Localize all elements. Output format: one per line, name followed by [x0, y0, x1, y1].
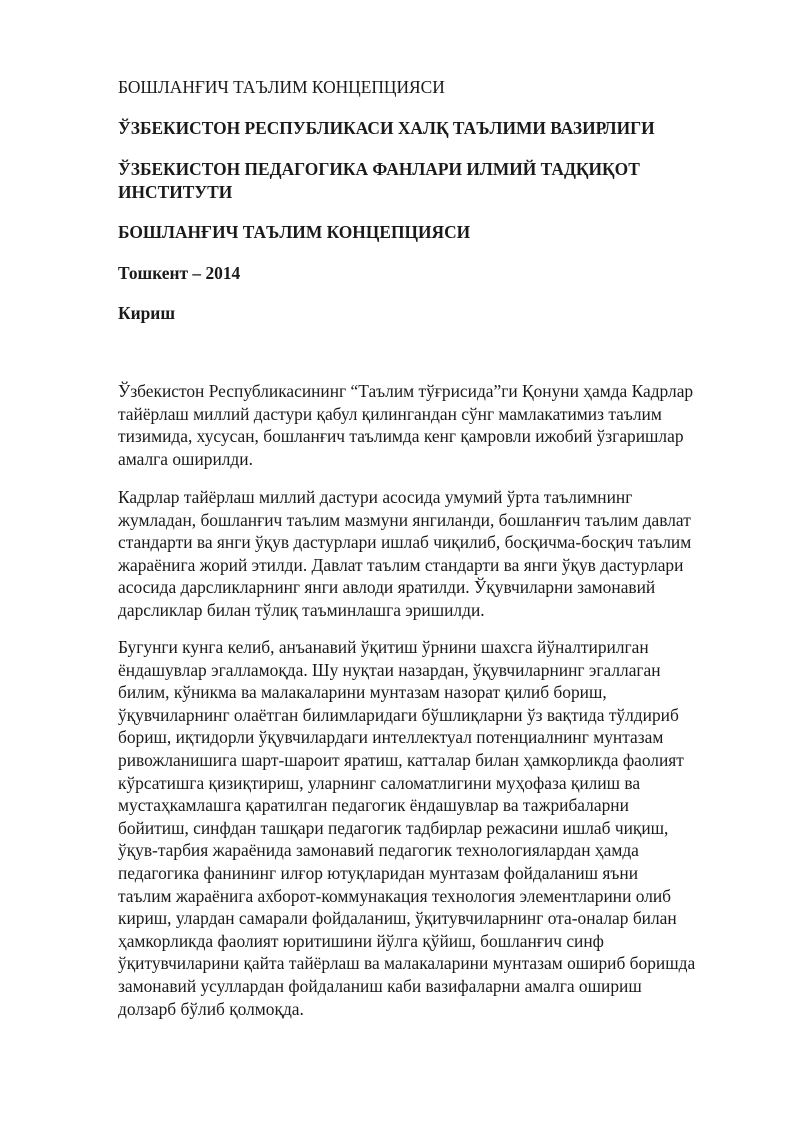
paragraph-line: стандарти ва янги ўқув дастурлари ишлаб чиқилиб, босқичма-босқич таълим — [118, 532, 692, 553]
institute-heading-line-2: ИНСТИТУТИ — [118, 182, 233, 202]
paragraph-line: амалга оширилди. — [118, 448, 253, 469]
section-heading: Кириш — [118, 303, 176, 323]
paragraph-line: мустаҳкамлашга қаратилган педагогик ёндашувлар ва тажрибаларни — [118, 795, 629, 816]
ministry-heading: ЎЗБЕКИСТОН РЕСПУБЛИКАСИ ХАЛҚ ТАЪЛИМИ ВАЗИРЛИГИ — [118, 118, 655, 138]
document-title: БОШЛАНҒИЧ ТАЪЛИМ КОНЦЕПЦИЯСИ — [118, 77, 445, 97]
paragraph-3 — [118, 636, 758, 1020]
paragraph-line: ривожланишига шарт-шароит яратиш, катталар билан ҳамкорликда фаолият — [118, 749, 684, 770]
paragraph-line: билим, кўникма ва малакаларини мунтазам назорат қилиб бориш, — [118, 682, 607, 703]
paragraph-1 — [118, 380, 758, 470]
paragraph-line: ўқитувчиларини қайта тайёрлаш ва малакаларини мунтазам ошириб боришда — [118, 953, 696, 974]
paragraph-line: таълим жараёнига ахборот-коммунакация технология элементларини олиб — [118, 885, 672, 906]
paragraph-line: долзарб бўлиб қолмоқда. — [118, 998, 304, 1019]
paragraph-line: тизимида, хусусан, бошланғич таълимда кенг қамровли ижобий ўзгаришлар — [118, 426, 684, 447]
paragraph-line: жараёнига жорий этилди. Давлат таълим стандарти ва янги ўқув дастурлари — [118, 554, 684, 575]
paragraph-line: Бугунги кунга келиб, анъанавий ўқитиш ўрнини шахсга йўналтирилган — [118, 637, 649, 657]
paragraph-line: бориш, иқтидорли ўқувчилардаги интеллектуал потенциалнинг мунтазам — [118, 727, 664, 748]
paragraph-line: ўқувчиларнинг олаётган билимларидаги бўшлиқларни ўз вақтида тўлдириб — [118, 704, 679, 725]
paragraph-line: замонавий усуллардан фойдаланиш каби вазифаларни амалга ошириш — [118, 975, 642, 996]
paragraph-line: асосида дарсликларнинг янги авлоди яратилди. Ўқувчиларни замонавий — [118, 577, 656, 598]
paragraph-line: ёндашувлар эгалламоқда. Шу нуқтаи назардан, ўқувчиларнинг эгаллаган — [118, 659, 661, 680]
paragraph-line: кириш, улардан самарали фойдаланиш, ўқитувчиларнинг ота-оналар билан — [118, 908, 677, 929]
paragraph-line: жумладан, бошланғич таълим мазмуни янгиланди, бошланғич таълим давлат — [118, 509, 691, 530]
paragraph-line: Кадрлар тайёрлаш миллий дастури асосида умумий ўрта таълимнинг — [118, 487, 633, 507]
paragraph-line: кўрсатишга қизиқтириш, уларнинг саломатлигини муҳофаза қилиш ва — [118, 772, 641, 793]
place-year: Тошкент – 2014 — [118, 263, 241, 283]
concept-heading: БОШЛАНҒИЧ ТАЪЛИМ КОНЦЕПЦИЯСИ — [118, 222, 471, 242]
paragraph-line: педагогика фанининг илғор ютуқларидан мунтазам фойдаланиш яъни — [118, 862, 639, 883]
paragraph-line: ҳамкорликда фаолият юритишини йўлга қўйиш, бошланғич синф — [118, 930, 604, 951]
paragraph-line: тайёрлаш миллий дастури қабул қилингандан сўнг мамлакатимиз таълим — [118, 403, 662, 424]
paragraph-line: дарсликлар билан тўлиқ таъминлашга эришилди. — [118, 599, 485, 620]
institute-heading-line-1: ЎЗБЕКИСТОН ПЕДАГОГИКА ФАНЛАРИ ИЛМИЙ ТАДҚИҚОТ — [118, 159, 640, 179]
paragraph-2 — [118, 486, 758, 622]
paragraph-line: бойитиш, синфдан ташқари педагогик тадбирлар режасини ишлаб чиқиш, — [118, 817, 669, 838]
paragraph-line: Ўзбекистон Республикасининг “Таълим тўғрисида”ги Қонуни ҳамда Кадрлар — [118, 381, 694, 401]
paragraph-line: ўқув-тарбия жараёнида замонавий педагогик технологиялардан ҳамда — [118, 840, 639, 861]
